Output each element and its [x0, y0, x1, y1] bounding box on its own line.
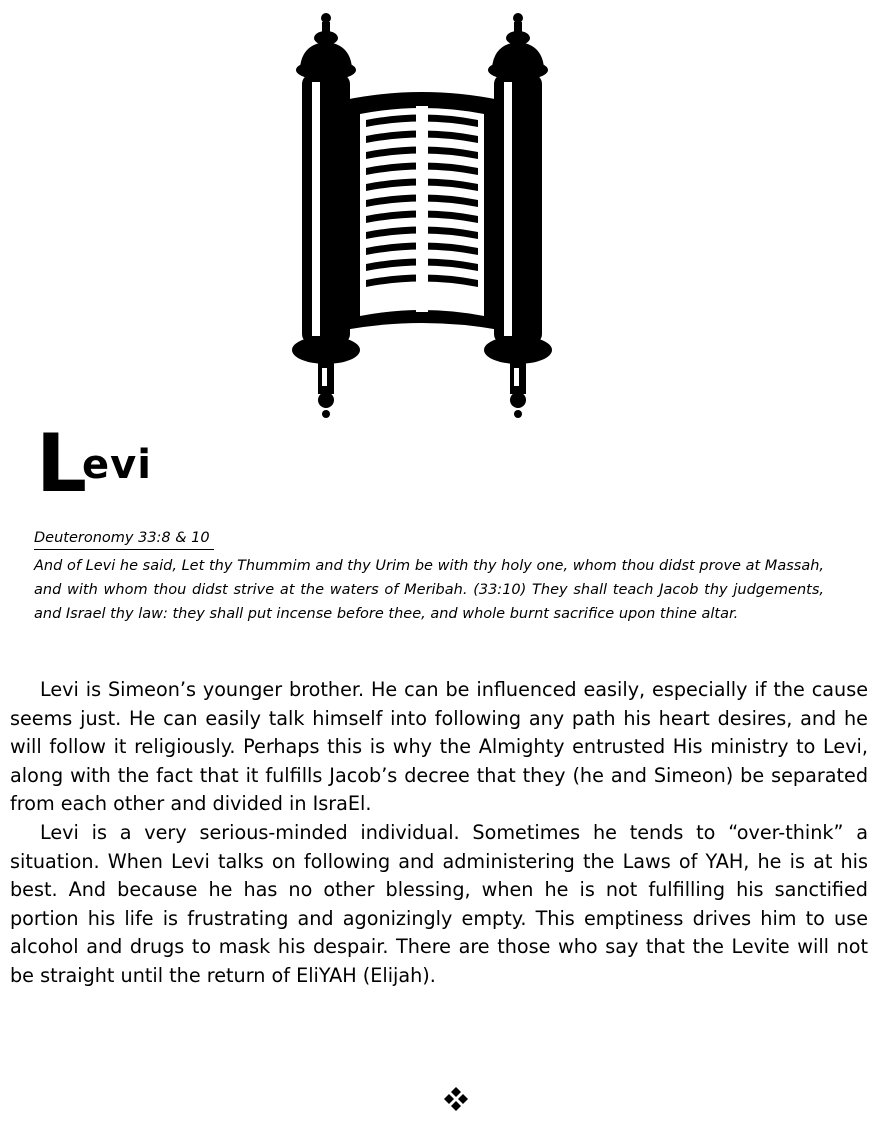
diamond-ornament-icon: [443, 1086, 469, 1112]
page-title: [36, 417, 336, 514]
torah-scroll-icon: [282, 8, 562, 424]
body-paragraph: Levi is Simeon’s younger brother. He can be influenced easily, especially if the cause seems just. He can easily talk himself into following any path his heart desires, and he will follow it religiously. Perhaps this is why the Almighty entrusted His ministry to Levi, along with the fact that it fulfills Jacob’s decree that they (he and Simeon) be separated from each other and divided in IsraEl.: [10, 678, 868, 816]
title-initial: L: [36, 417, 87, 510]
scripture-text: And of Levi he said, Let thy Thummim and thy Urim be with thy holy one, whom thou didst prove at Massah, and with whom thou didst strive at the waters of Meribah. (33:10) They shall teach Jacob thy judgements, and Israel thy law: they shall put incense before thee, and whole burnt sacrifice upon thine altar.: [34, 558, 824, 622]
body-text: [10, 676, 868, 991]
scripture-reference: Deuteronomy 33:8 & 10: [34, 528, 214, 550]
title-rest: evi: [82, 442, 152, 488]
body-paragraph: Levi is a very serious-minded individual. Sometimes he tends to “over-think” a situation. When Levi talks on following and administering the Laws of YAH, he is at his best. And because he has no other blessing, when he is not fulfilling his sanctified portion his life is frustrating and agonizingly empty. This emptiness drives him to use alcohol and drugs to mask his despair. There are those who say that the Levite will not be straight until the return of EliYAH (Elijah).: [10, 820, 868, 987]
